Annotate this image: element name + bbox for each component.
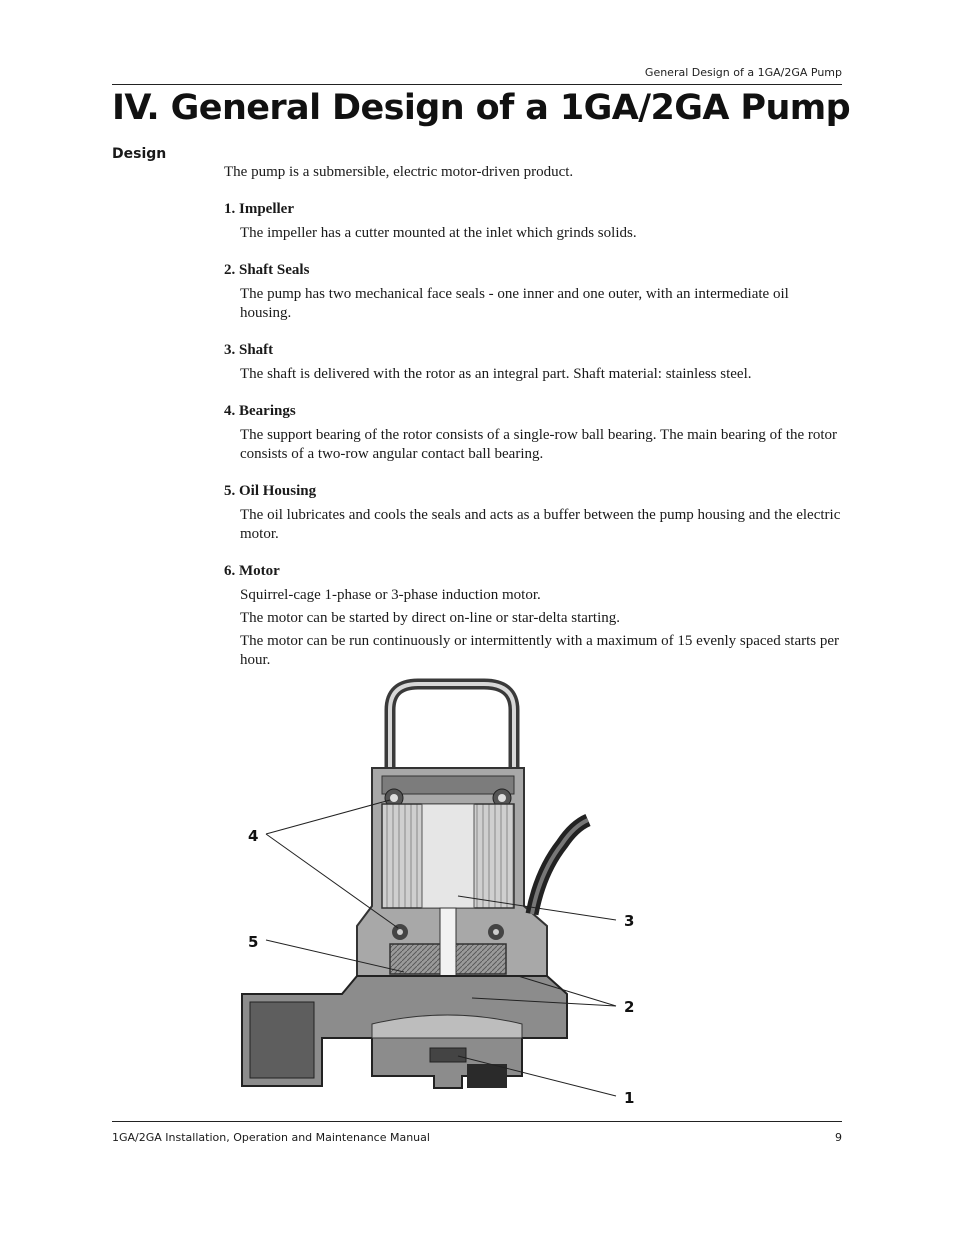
section-heading: 1. Impeller (224, 201, 294, 217)
section-oil-housing (224, 482, 842, 544)
page-number: 9 (835, 1131, 842, 1144)
section-heading: 5. Oil Housing (224, 483, 317, 499)
callout-4: 4 (248, 827, 259, 845)
section-shaft-seals (224, 261, 842, 323)
section-heading: 3. Shaft (224, 342, 274, 358)
power-cable (532, 820, 588, 914)
content-column (224, 163, 842, 688)
pump-cutaway-figure (222, 676, 652, 1112)
section-paragraph: The impeller has a cutter mounted at the inlet which grinds solids. (240, 225, 637, 241)
pump-cutaway-illustration (222, 676, 652, 1112)
callout-5: 5 (248, 933, 259, 951)
section-impeller (224, 200, 842, 243)
callout-2: 2 (624, 998, 635, 1016)
section-paragraph: The motor can be started by direct on-line or star-delta starting. (240, 610, 620, 626)
section-paragraph: Squirrel-cage 1-phase or 3-phase induction motor. (240, 587, 541, 603)
section-paragraph: The motor can be run continuously or intermittently with a maximum of 15 evenly spaced starts per hour. (240, 633, 840, 668)
section-heading: 6. Motor (224, 563, 280, 579)
rotor (422, 804, 474, 908)
handle (390, 684, 514, 776)
section-paragraph: The pump has two mechanical face seals - one inner and one outer, with an intermediate oil housing. (240, 286, 789, 321)
header-rule (112, 84, 842, 85)
page-title: IV. General Design of a 1GA/2GA Pump (112, 88, 851, 128)
intro-paragraph: The pump is a submersible, electric motor-driven product. (224, 164, 574, 180)
footer-rule (112, 1121, 842, 1122)
section-heading: 2. Shaft Seals (224, 262, 310, 278)
section-paragraph: The oil lubricates and cools the seals and acts as a buffer between the pump housing and the electric motor. (240, 507, 841, 542)
running-header: General Design of a 1GA/2GA Pump (644, 66, 842, 79)
side-label-design: Design (112, 146, 167, 162)
discharge-outlet (250, 1002, 314, 1078)
section-paragraph: The support bearing of the rotor consists of a single-row ball bearing. The main bearing of the rotor consists of a two-row angular contact ball bearing. (240, 427, 838, 462)
footer-manual-title: 1GA/2GA Installation, Operation and Maintenance Manual (112, 1131, 430, 1144)
section-heading: 4. Bearings (224, 403, 296, 419)
section-paragraph: The shaft is delivered with the rotor as an integral part. Shaft material: stainless steel. (240, 366, 752, 382)
callout-3: 3 (624, 912, 635, 930)
section-motor (224, 562, 842, 670)
callout-1: 1 (624, 1089, 635, 1107)
section-shaft (224, 341, 842, 384)
section-bearings (224, 402, 842, 464)
